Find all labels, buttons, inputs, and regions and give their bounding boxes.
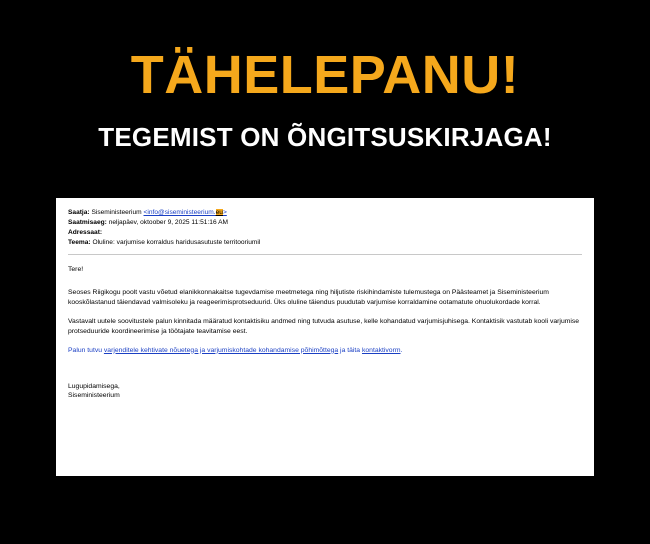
email-signature-line-1: Lugupidamisega, (68, 382, 120, 390)
phishing-link-contact-form[interactable]: kontaktivorm (361, 346, 401, 354)
email-from-address-domain-highlight: eu (215, 209, 223, 216)
email-from-address-prefix: <info@siseministeerium. (143, 209, 216, 216)
email-to-label: Adressaat: (68, 229, 103, 236)
warning-headline: TÄHELEPANU! (130, 45, 520, 105)
email-subject-label: Teema: (68, 239, 91, 246)
email-subject-row (68, 238, 582, 248)
email-headers (68, 208, 582, 248)
email-paragraph-2: Vastavalt uutele soovitustele palun kinnitada määratud kontaktisiku andmed ning tutvuda asutuse, kelle kohandatud varjumisjuhisega. Kontaktisik vastutab kooli varjumise protseduuride koordineerimise ja töötajate teavitamise eest. (68, 317, 580, 335)
email-header-divider (68, 254, 582, 255)
phishing-link-guidelines[interactable]: varjenditele kehtivate nõuetega ja varjumiskohtade kohandamise põhimõttega (103, 346, 339, 354)
email-from-label: Saatja: (68, 209, 90, 216)
email-signature-line-2: Siseministeerium (68, 392, 120, 399)
warning-subheadline: TEGEMIST ON ÕNGITSUSKIRJAGA! (98, 122, 552, 152)
email-paragraph-3 (68, 346, 582, 356)
email-paragraph-3-suffix: . (400, 346, 403, 354)
email-signature (68, 382, 582, 401)
email-paragraph-3-prefix: Palun tutvu (68, 346, 104, 354)
email-paragraph-1: Seoses Riigikogu poolt vastu võetud elanikkonnakaitse tugevdamise meetmetega ning hiljutiste riskihindamiste tulemustega on Päästeamet ja Siseministeerium kooskõlastanud täiendavad valmisoleku ja reageerimisprotseduurid. Üks oluline täiendus puudutab varjumise korraldamine ootamatute ohuolukordade korral. (68, 288, 549, 306)
email-from-name: Siseministeerium (91, 209, 142, 216)
email-from-address[interactable] (144, 209, 227, 216)
email-sent-row (68, 218, 582, 228)
email-body (68, 265, 582, 401)
email-greeting: Tere! (68, 265, 84, 273)
email-sent-value: neljapäev, oktoober 9, 2025 11:51:16 AM (108, 219, 228, 226)
email-paragraph-3-middle: ja täita (338, 346, 362, 354)
email-sent-label: Saatmisaeg: (68, 219, 107, 226)
email-from-address-suffix: > (222, 209, 227, 216)
email-to-row (68, 228, 582, 238)
email-subject-value: Oluline: varjumise korraldus haridusasutuste territooriumil (92, 239, 261, 246)
email-screenshot (56, 198, 594, 476)
email-from-row (68, 208, 582, 218)
